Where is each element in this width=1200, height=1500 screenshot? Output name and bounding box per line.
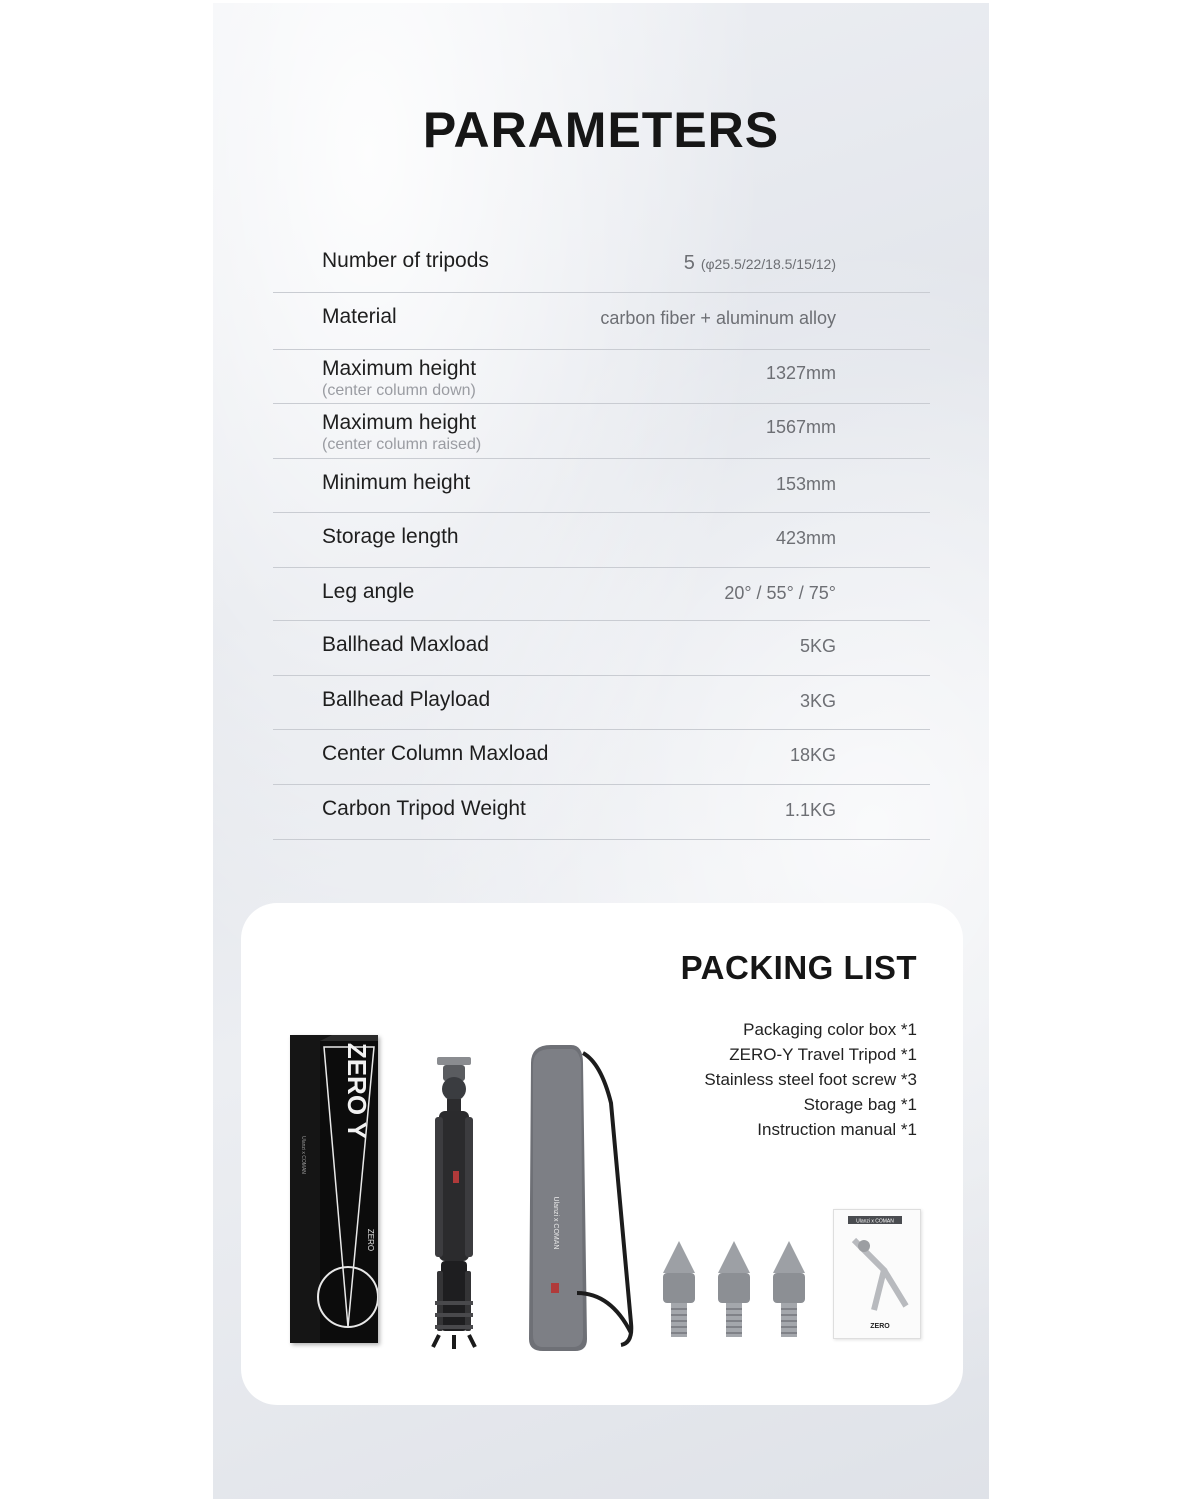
spec-value: [790, 745, 836, 766]
spec-value: [800, 691, 836, 712]
spec-label: Storage length: [322, 525, 459, 548]
box-brand-text: ZERO Y: [342, 1042, 372, 1140]
spec-label: Leg angle: [322, 580, 415, 603]
spec-value-main: 20° / 55° / 75°: [724, 583, 836, 603]
spec-value-detail: (φ25.5/22/18.5/15/12): [700, 256, 836, 272]
spec-label: Carbon Tripod Weight: [322, 797, 526, 820]
packing-list-card: [241, 903, 963, 1405]
spec-value: [785, 800, 836, 821]
spec-row: [273, 729, 930, 785]
spec-label: Material: [322, 305, 397, 328]
spec-sublabel: (center column raised): [322, 436, 482, 453]
instruction-manual-image: [833, 1209, 921, 1339]
spec-value: [684, 252, 836, 275]
spec-row: [273, 567, 930, 621]
box-side-text: Ulanzi x COMAN: [300, 1136, 306, 1174]
spec-row: [273, 620, 930, 676]
spec-label: Minimum height: [322, 471, 471, 494]
spec-label: Maximum height: [322, 411, 477, 434]
spec-value: [800, 636, 836, 657]
packing-item: ZERO-Y Travel Tripod *1: [729, 1045, 917, 1064]
spec-value: [766, 363, 836, 384]
spec-label: Center Column Maxload: [322, 742, 549, 765]
packing-items: [704, 1017, 917, 1142]
spec-row: [273, 458, 930, 513]
spec-value-main: 1567mm: [765, 417, 836, 437]
spec-value-main: 1327mm: [765, 363, 836, 383]
spec-value: [776, 474, 836, 495]
spec-row: [273, 403, 930, 459]
spec-sublabel: (center column down): [322, 382, 476, 399]
packing-item: Packaging color box *1: [743, 1020, 917, 1039]
product-page-panel: [213, 3, 989, 1499]
storage-bag-image: [521, 1043, 641, 1355]
spec-value: [724, 583, 836, 604]
parameters-title: PARAMETERS: [422, 102, 780, 158]
spec-value-main: carbon fiber + aluminum alloy: [600, 308, 836, 328]
packing-item: Storage bag *1: [803, 1095, 917, 1114]
spec-label: Ballhead Playload: [322, 688, 491, 711]
spec-value: [776, 528, 836, 549]
spec-row: [273, 784, 930, 840]
foot-screw-2: [718, 1241, 750, 1337]
foot-screws-image: [651, 1239, 821, 1349]
spec-value-main: 18KG: [789, 745, 836, 765]
spec-row: [273, 349, 930, 404]
spec-value-main: 3KG: [799, 691, 836, 711]
spec-value-main: 1.1KG: [784, 800, 836, 820]
foot-screw-3: [773, 1241, 805, 1337]
spec-value-main: 5: [683, 252, 695, 274]
foot-screw-1: [663, 1241, 695, 1337]
spec-row: [273, 675, 930, 730]
spec-value-main: 423mm: [775, 528, 836, 548]
spec-value: [600, 308, 836, 329]
spec-row: [273, 236, 930, 293]
box-small-brand-text: ZERO: [366, 1228, 375, 1252]
spec-value: [766, 417, 836, 438]
packing-list-title: PACKING LIST: [680, 949, 917, 986]
packing-item: Stainless steel foot screw *3: [704, 1070, 917, 1089]
spec-value-main: 153mm: [775, 474, 836, 494]
manual-brand-text: ZERO: [870, 1323, 890, 1330]
spec-label: Number of tripods: [322, 249, 489, 272]
spec-row: [273, 292, 930, 350]
spec-label: Maximum height: [322, 357, 477, 380]
manual-header-text: Ulanzi x COMAN: [856, 1218, 894, 1225]
spec-row: [273, 512, 930, 568]
bag-brand-text: Ulanzi x COMAN: [552, 1196, 559, 1250]
packing-item: Instruction manual *1: [757, 1120, 917, 1139]
packaging-box-image: [290, 1035, 378, 1343]
tripod-image: [419, 1051, 489, 1349]
spec-value-main: 5KG: [799, 636, 836, 656]
spec-label: Ballhead Maxload: [322, 633, 489, 656]
